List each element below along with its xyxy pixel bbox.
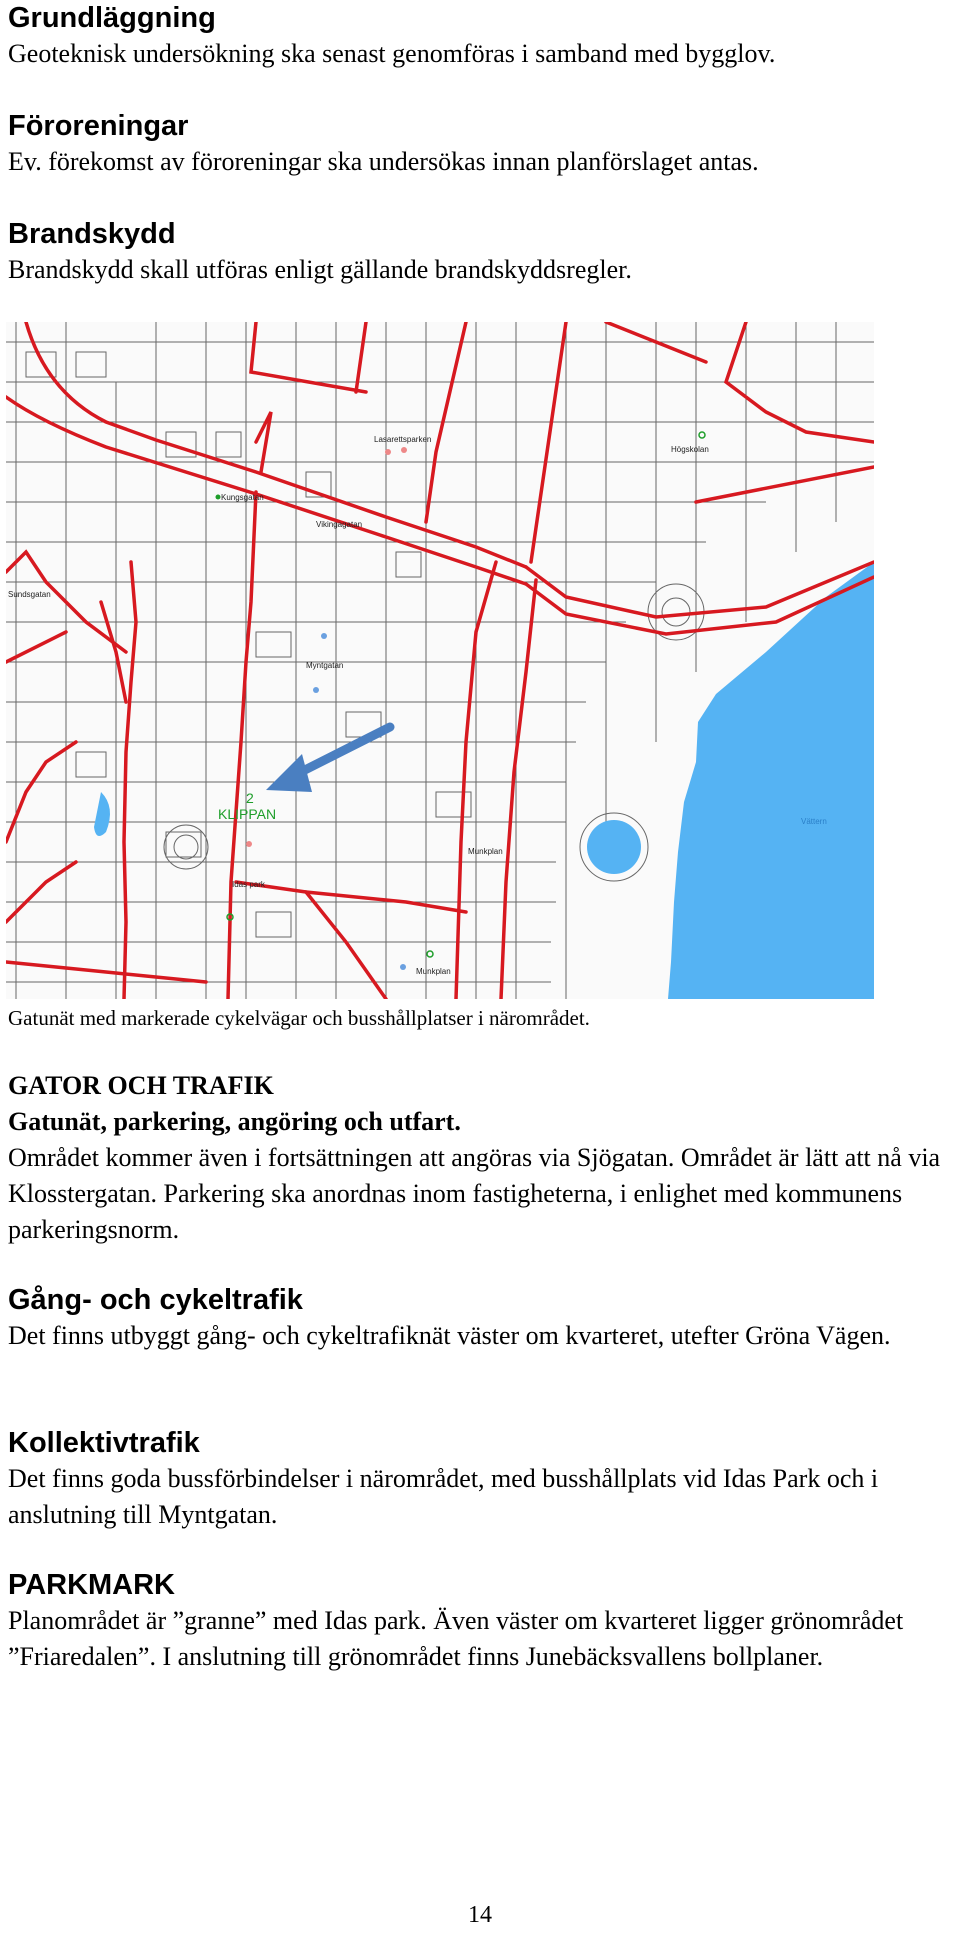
map-label-sundsgatan: Sundsgatan <box>8 590 51 599</box>
heading-gang: Gång- och cykeltrafik <box>8 1284 303 1316</box>
text-grundlaggning: Geoteknisk undersökning ska senast genomföras i samband med bygglov. <box>8 39 776 68</box>
map-label-myntgatan: Myntgatan <box>306 661 344 670</box>
map-label-lasarettsparken: Lasarettsparken <box>374 435 432 444</box>
heading-parkmark: PARKMARK <box>8 1569 176 1601</box>
heading-brandskydd: Brandskydd <box>8 218 176 250</box>
page-number: 14 <box>468 1902 492 1928</box>
map-round-pond <box>587 820 641 874</box>
subheading-gator: Gatunät, parkering, angöring och utfart. <box>8 1107 461 1136</box>
heading-grundlaggning: Grundläggning <box>8 2 216 34</box>
map-small-pond <box>94 792 110 836</box>
text-parkmark: Planområdet är ”granne” med Idas park. Även väster om kvarteret ligger grönområdet ”Friaredalen”. I anslutning till grönområdet finns Junebäcksvallens bollplaner. <box>8 1606 904 1671</box>
heading-kollektiv: Kollektivtrafik <box>8 1427 200 1459</box>
text-gang: Det finns utbyggt gång- och cykeltrafiknät väster om kvarteret, utefter Gröna Vägen. <box>8 1321 891 1350</box>
map-label-munkplan: Munkplan <box>468 847 503 856</box>
map-label-munkplan-lower: Munkplan <box>416 967 451 976</box>
text-gator: Området kommer även i fortsättningen att angöras via Sjögatan. Området är lätt att nå via Klosstergatan. Parkering ska anordnas inom fastigheterna, i enlighet med kommunens parkeringsnorm. <box>8 1143 941 1244</box>
map-label-vikingagatan: Vikingagatan <box>316 520 363 529</box>
map-label-idas-park: Idas park <box>232 880 265 889</box>
text-fororeningar: Ev. förekomst av föroreningar ska undersökas innan planförslaget antas. <box>8 147 759 176</box>
street-map <box>6 322 874 999</box>
map-label-kungsgatan: Kungsgatan <box>221 493 264 502</box>
heading-fororeningar: Föroreningar <box>8 110 189 142</box>
text-brandskydd: Brandskydd skall utföras enligt gällande brandskyddsregler. <box>8 255 632 284</box>
text-kollektiv: Det finns goda bussförbindelser i närområdet, med busshållplats vid Idas Park och i anslutning till Myntgatan. <box>8 1464 879 1529</box>
map-marker-number: 2 <box>246 790 254 806</box>
map-marker-name: KLIPPAN <box>218 806 277 822</box>
map-label-vattern: Vättern <box>801 817 827 826</box>
map-label-hogskolan: Högskolan <box>671 445 709 454</box>
heading-gator: GATOR OCH TRAFIK <box>8 1071 274 1100</box>
map-caption: Gatunät med markerade cykelvägar och busshållplatser i närområdet. <box>8 1006 590 1030</box>
